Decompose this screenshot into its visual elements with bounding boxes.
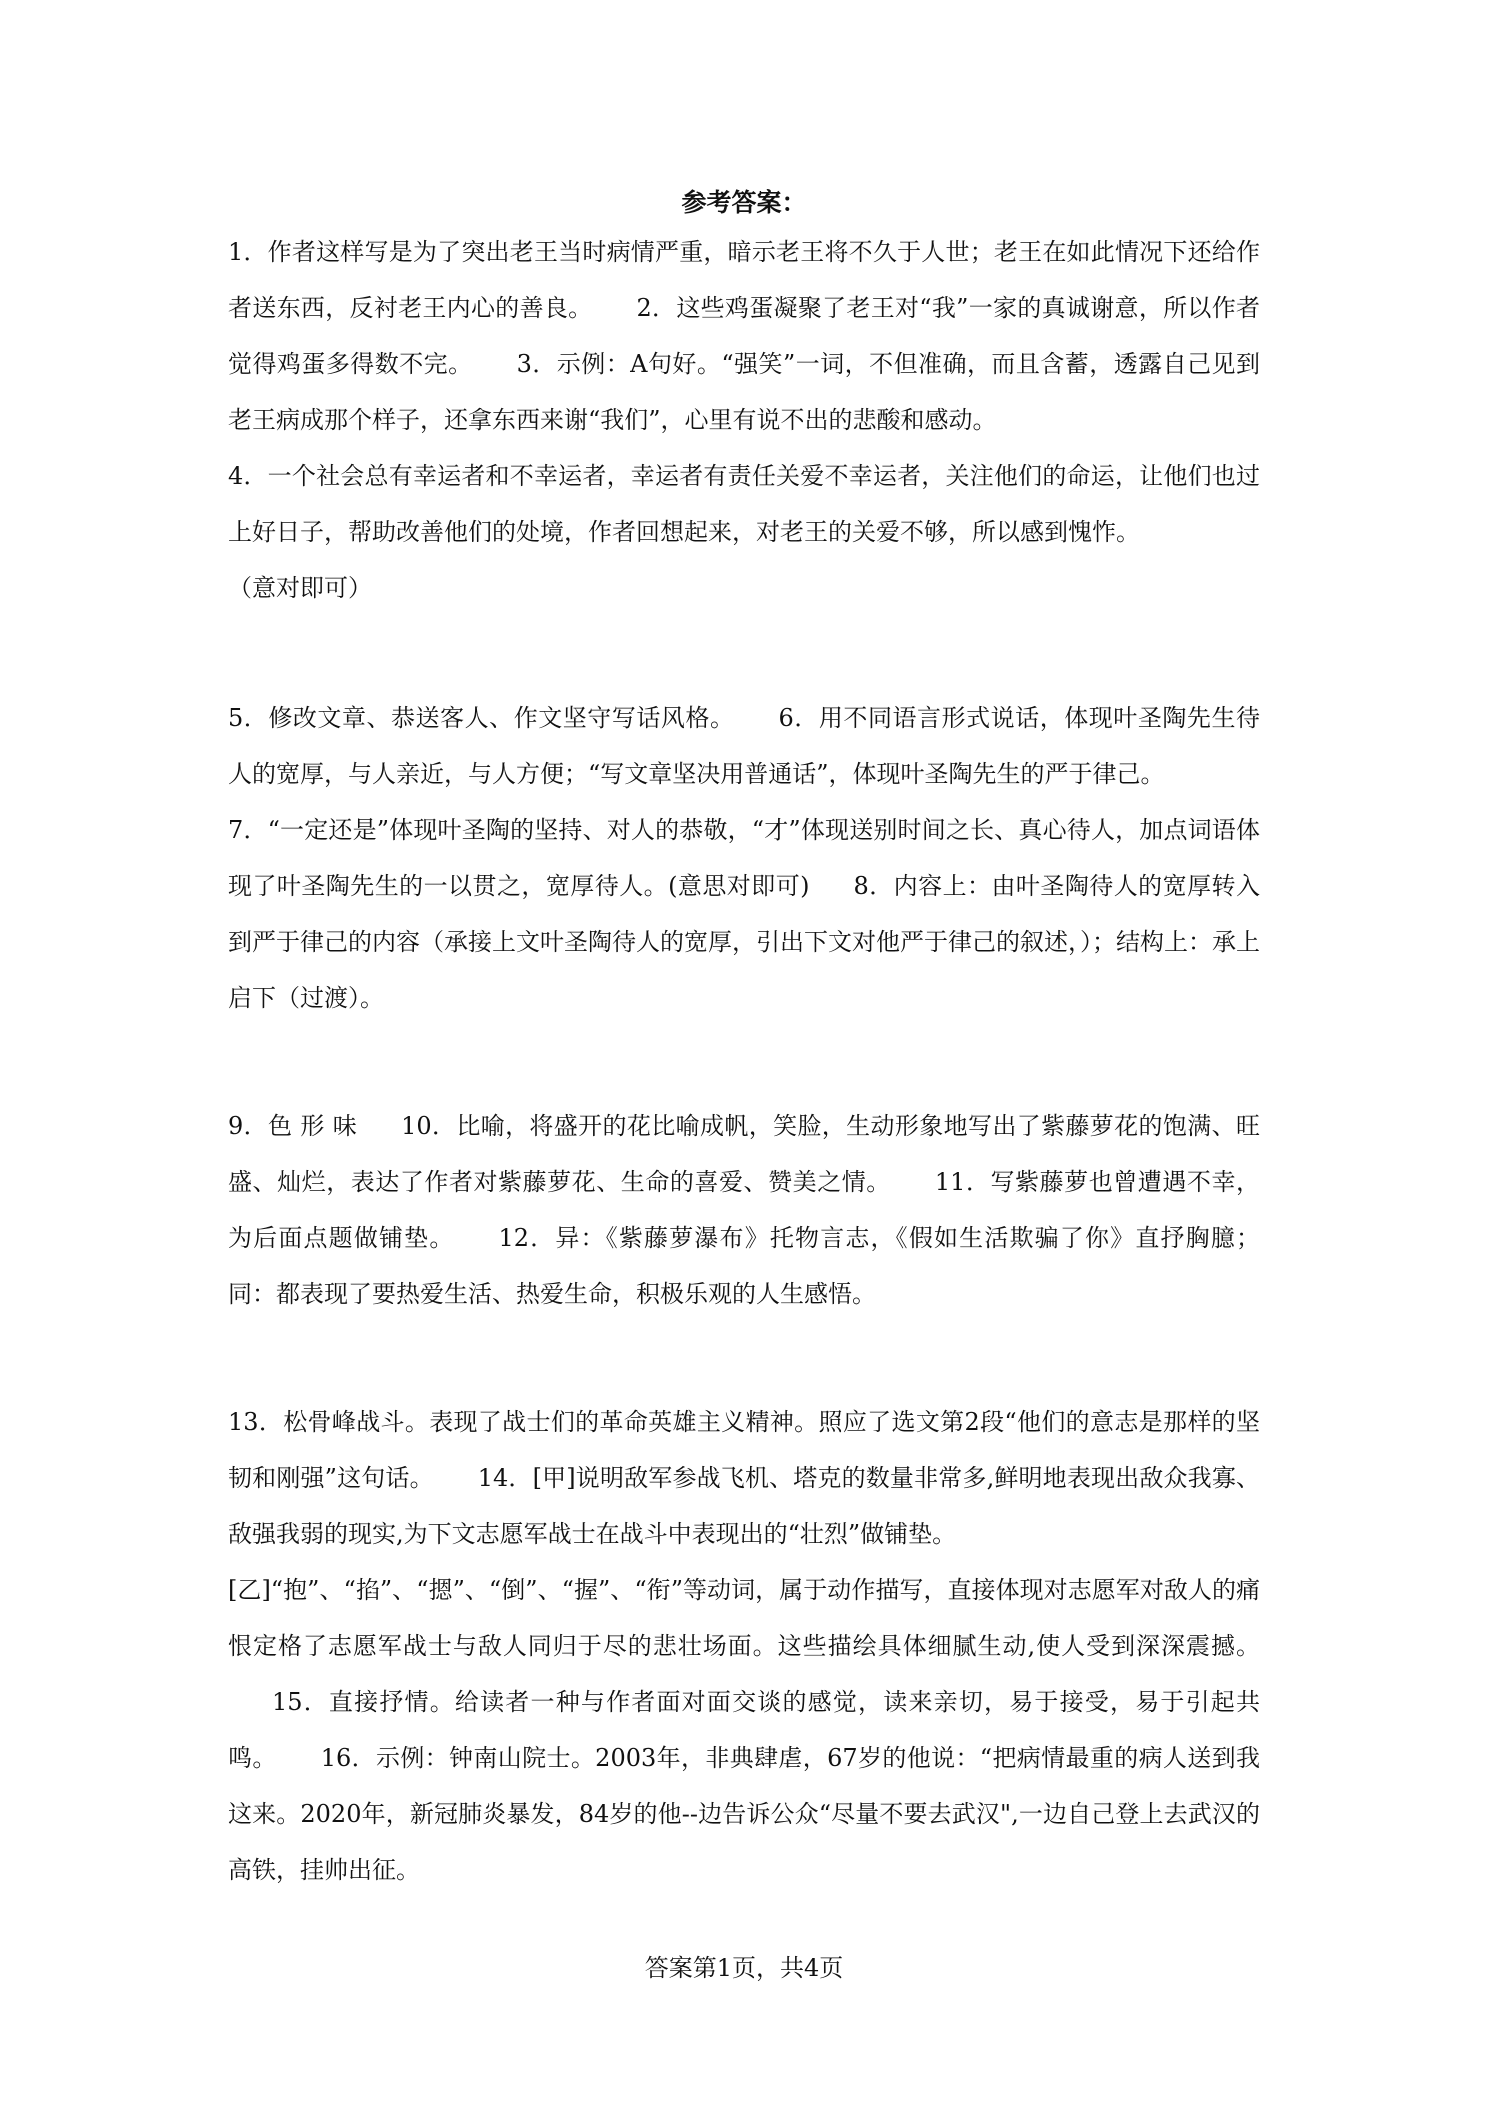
answer-9: 9．色 形 味 (228, 1112, 358, 1140)
answer-5: 5．修改文章、恭送客人、作文坚守写话风格。 (228, 704, 735, 732)
answer-11: 11．写紫藤萝也曾遭遇不幸，为后面点题做铺垫。 (228, 1168, 1260, 1252)
answer-6: 6．用不同语言形式说话，体现叶圣陶先生待人的宽厚，与人亲近，与人方便；“写文章坚决用普通话”，体现叶圣陶先生的严于律己。 (228, 704, 1260, 788)
answer-13: 13．松骨峰战斗。表现了战士们的革命英雄主义精神。照应了选文第2段“他们的意志是那样的坚韧和刚强”这句话。 (228, 1408, 1260, 1492)
answer-group-13-14 (228, 1394, 1260, 1562)
answer-10: 10．比喻，将盛开的花比喻成帆，笑脸，生动形象地写出了紫藤萝花的饱满、旺盛、灿烂，表达了作者对紫藤萝花、生命的喜爱、赞美之情。 (228, 1112, 1260, 1196)
answer-12: 12．异：《紫藤萝瀑布》托物言志，《假如生活欺骗了你》直抒胸臆；同：都表现了要热爱生活、热爱生命，积极乐观的人生感悟。 (228, 1224, 1261, 1308)
answers-section-4 (228, 1394, 1260, 1898)
answer-1: 1．作者这样写是为了突出老王当时病情严重，暗示老王将不久于人世；老王在如此情况下还给作者送东西，反衬老王内心的善良。 (228, 238, 1260, 322)
answer-group-1-4 (228, 224, 1260, 616)
answer-16: 16．示例：钟南山院士。2003年，非典肆虐，67岁的他说：“把病情最重的病人送到我这来。2020年，新冠肺炎暴发，84岁的他--边告诉公众“尽量不要去武汉",一边自己登上去武汉的高铁，挂帅出征。 (228, 1744, 1260, 1884)
answer-14: 14．[甲]说明敌军参战飞机、塔克的数量非常多,鲜明地表现出敌众我寡、敌强我弱的现实,为下文志愿军战士在战斗中表现出的“壮烈”做铺垫。 (228, 1464, 1260, 1548)
answer-group-9-12 (228, 1098, 1260, 1322)
answer-15: 15．直接抒情。给读者一种与作者面对面交谈的感觉，读来亲切，易于接受，易于引起共鸣。 (228, 1688, 1260, 1772)
answer-4-note: （意对即可） (228, 574, 372, 602)
answer-3: 3．示例：A句好。“强笑”一词，不但准确，而且含蓄，透露自己见到老王病成那个样子，还拿东西来谢“我们”，心里有说不出的悲酸和感动。 (228, 350, 1261, 434)
page-title: 参考答案： (681, 188, 807, 217)
answer-2: 2．这些鸡蛋凝聚了老王对“我”一家的真诚谢意，所以作者觉得鸡蛋多得数不完。 (228, 294, 1261, 378)
answers-section-2 (228, 690, 1260, 1026)
answer-group-5-8 (228, 690, 1260, 1026)
answer-7: 7．“一定还是”体现叶圣陶的坚持、对人的恭敬，“才”体现送别时间之长、真心待人，加点词语体现了叶圣陶先生的一以贯之，宽厚待人。(意思对即可) (228, 816, 1260, 900)
page-footer: 答案第1页，共4页 (644, 1954, 844, 1982)
answers-section-3 (228, 1098, 1260, 1322)
answers-section-1 (228, 224, 1260, 616)
answer-group-14b-16 (228, 1562, 1260, 1898)
answer-8: 8．内容上：由叶圣陶待人的宽厚转入到严于律己的内容（承接上文叶圣陶待人的宽厚，引出下文对他严于律己的叙述，）；结构上：承上启下（过渡）。 (228, 872, 1260, 1012)
answer-14-part-b: [乙]“抱”、“掐”、“摁”、“倒”、“握”、“衔”等动词，属于动作描写，直接体现对志愿军对敌人的痛恨定格了志愿军战士与敌人同归于尽的悲壮场面。这些描绘具体细腻生动,使人受到深深震撼。 (228, 1576, 1260, 1660)
answer-4: 4．一个社会总有幸运者和不幸运者，幸运者有责任关爱不幸运者，关注他们的命运，让他们也过上好日子，帮助改善他们的处境，作者回想起来，对老王的关爱不够，所以感到愧怍。 (228, 462, 1260, 546)
